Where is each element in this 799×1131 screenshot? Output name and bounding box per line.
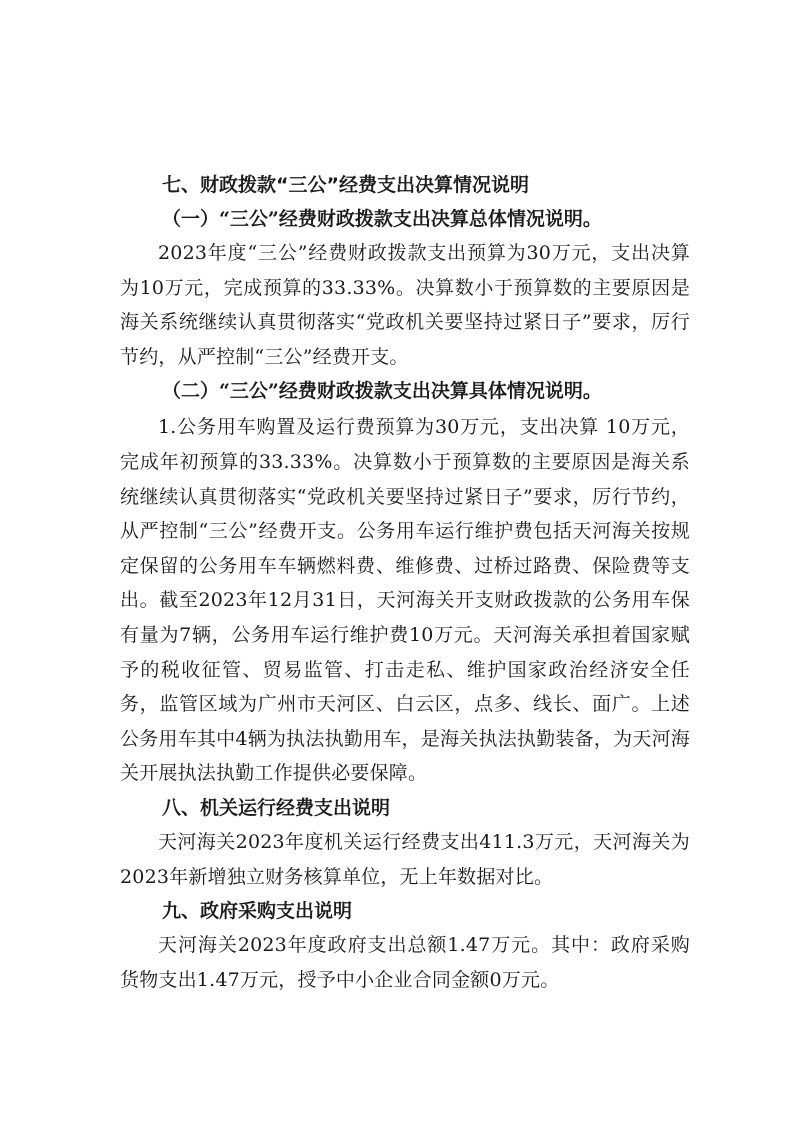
section-7-2-paragraph: 1.公务用车购置及运行费预算为30万元，支出决算 10万元，完成年初预算的33.33%。决算数小于预算数的主要原因是海关系统继续认真贯彻落实“党政机关要坚持过紧日子”要求，厉行节约，从严控制“三公”经费开支。公务用车运行维护费包括天河海关按规定保留的公务用车车辆燃料费、维修费、过桥过路费、保险费等支出。截至2023年12月31日，天河海关开支财政拨款的公务用车保有量为7辆，公务用车运行维护费10万元。天河海关承担着国家赋予的税收征管、贸易监管、打击走私、维护国家政治经济安全任务，监管区域为广州市天河区、白云区，点多、线长、面广。上述公务用车其中4辆为执法执勤用车，是海关执法执勤装备，为天河海关开展执法执勤工作提供必要保障。 [120, 416, 690, 785]
section-7-2-title: （二）“三公”经费财政拨款支出决算具体情况说明。 [162, 380, 602, 403]
section-7-1-title: （一）“三公”经费财政拨款支出决算总体情况说明。 [162, 208, 602, 230]
section-9-title: 九、政府采购支出说明 [162, 900, 353, 923]
section-8-paragraph: 天河海关2023年度机关运行经费支出411.3万元，天河海关为2023年新增独立财务核算单位，无上年数据对比。 [120, 830, 690, 888]
document-body [120, 168, 690, 997]
section-7-1-paragraph: 2023年度“三公”经费财政拨款支出预算为30万元，支出决算为10万元，完成预算的33.33%。决算数小于预算数的主要原因是海关系统继续认真贯彻落实“党政机关要坚持过紧日子”要求，厉行节约，从严控制“三公”经费开支。 [120, 242, 690, 368]
section-8-title: 八、机关运行经费支出说明 [162, 796, 391, 819]
section-7-title: 七、财政拨款“三公”经费支出决算情况说明 [162, 174, 529, 196]
section-9-paragraph: 天河海关2023年度政府支出总额1.47万元。其中：政府采购货物支出1.47万元，授予中小企业合同金额0万元。 [120, 934, 690, 991]
